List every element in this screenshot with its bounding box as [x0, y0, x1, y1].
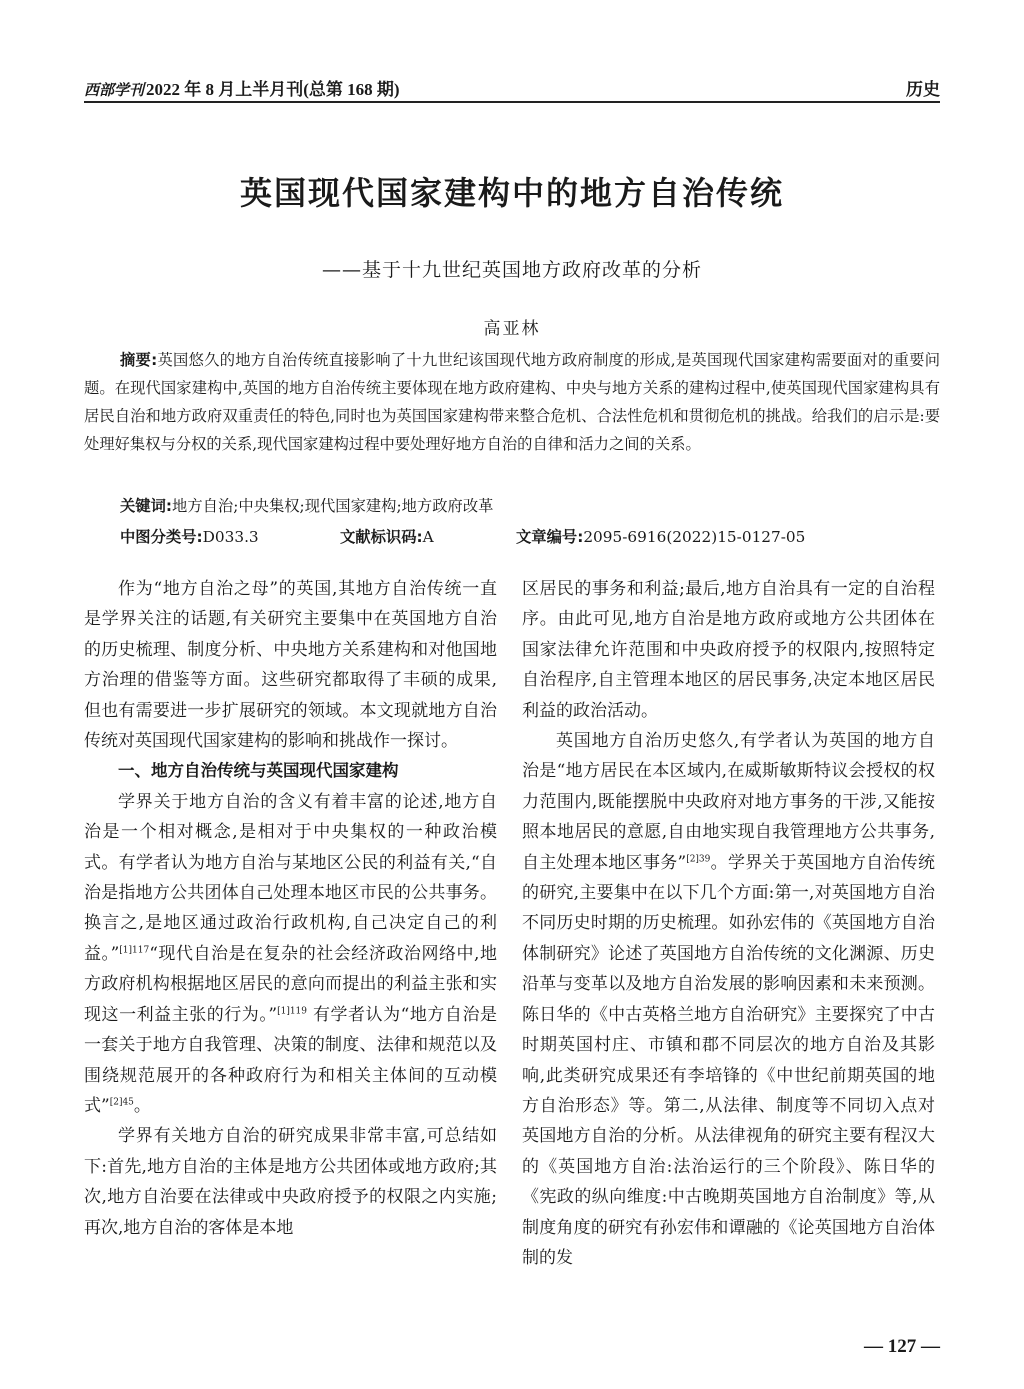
abstract [84, 346, 940, 458]
paragraph-text: 英国地方自治历史悠久,有学者认为英国的地方自治是“地方居民在本区域内,在威斯敏斯特议会授权的权力范围内,既能摆脱中央政府对地方事务的干涉,又能按照本地居民的意愿,自由地实现自我管理地方公共事务,自主处理本地区事务” [522, 731, 935, 873]
journal-logo: 西部学刊 [84, 81, 145, 99]
paragraph-text: 。 [133, 1095, 151, 1116]
abstract-label: 摘要: [120, 351, 158, 369]
header-rule [84, 101, 940, 103]
keywords-text: 地方自治;中央集权;现代国家建构;地方政府改革 [172, 497, 494, 515]
citation-ref: [2]39 [686, 854, 711, 864]
article-number-label: 文章编号: [516, 528, 584, 546]
header-journal-issue [84, 75, 400, 100]
paragraph-text: “现代自治是在复杂的社会经济政治网络中,地方政府机构根据地区居民的意向而提出的利益主张和实现这一利益主张的行为。” [84, 943, 497, 1025]
body-paragraph: 作为“地方自治之母”的英国,其地方自治传统一直是学界关注的话题,有关研究主要集中在英国地方自治的历史梳理、制度分析、中央地方关系建构和对他国地方治理的借鉴等方面。这些研究都取得了丰硕的成果,但也有需要进一步扩展研究的领域。本文现就地方自治传统对英国现代国家建构的影响和挑战作一探讨。 [84, 579, 497, 752]
running-header [84, 74, 940, 100]
page-number: — 127 — [864, 1336, 940, 1357]
classification-line [120, 523, 940, 551]
paragraph-text: 。学界关于英国地方自治传统的研究,主要集中在以下几个方面:第一,对英国地方自治不同历史时期的历史梳理。如孙宏伟的《英国地方自治体制研究》论述了英国地方自治传统的文化渊源、历史沿革与变革以及地方自治发展的影响因素和未来预测。陈日华的《中古英格兰地方自治研究》主要探究了中古时期英国村庄、市镇和郡不同层次的地方自治及其影响,此类研究成果还有李培锋的《中世纪前期英国的地方自治形态》等。第二,从法律、制度等不同切入点对英国地方自治的分析。从法律视角的研究主要有程汉大的《英国地方自治:法治运行的三个阶段》、陈日华的《宪政的纵向维度:中古晚期英国地方自治制度》等,从制度角度的研究有孙宏伟和谭融的《论英国地方自治体制的发 [522, 852, 935, 1268]
section-heading: 一、地方自治传统与英国现代国家建构 [118, 761, 399, 781]
body-column-right [522, 574, 935, 1273]
body-paragraph [522, 726, 935, 1273]
body-paragraph: 区居民的事务和利益;最后,地方自治具有一定的自治程序。由此可见,地方自治是地方政府或地方公共团体在国家法律允许范围和中央政府授予的权限内,按照特定自治程序,自主管理本地区的居民事务,决定本地区居民利益的政治活动。 [522, 579, 935, 721]
citation-ref: [1]119 [277, 1006, 308, 1017]
section-name: 历史 [906, 80, 940, 99]
citation-ref: [2]45 [109, 1097, 134, 1108]
issue-text: 2022 年 8 月上半月刊(总第 168 期) [146, 80, 400, 99]
clc-code [120, 523, 259, 551]
citation-ref: [1]117 [119, 945, 150, 956]
article-subtitle: ——基于十九世纪英国地方政府改革的分析 [321, 259, 702, 281]
keywords [120, 492, 940, 520]
article-title: 英国现代国家建构中的地方自治传统 [239, 174, 784, 212]
body-paragraph [84, 787, 497, 1121]
article-number-value: 2095-6916(2022)15-0127-05 [583, 528, 806, 546]
article-number [516, 523, 805, 551]
keywords-label: 关键词: [120, 497, 173, 515]
abstract-text: 英国悠久的地方自治传统直接影响了十九世纪该国现代地方政府制度的形成,是英国现代国家建构需要面对的重要问题。在现代国家建构中,英国的地方自治传统主要体现在地方政府建构、中央与地方关系的建构过程中,使英国现代国家建构具有居民自治和地方政府双重责任的特色,同时也为英国国家建构带来整合危机、合法性危机和贯彻危机的挑战。给我们的启示是:要处理好集权与分权的关系,现代国家建构过程中要处理好地方自治的自律和活力之间的关系。 [84, 351, 940, 453]
clc-label: 中图分类号: [120, 528, 203, 546]
paragraph-text: 学界关于地方自治的含义有着丰富的论述,地方自治是一个相对概念,是相对于中央集权的一种政治模式。有学者认为地方自治与某地区公民的利益有关,“自治是指地方公共团体自己处理本地区市民的公共事务。换言之,是地区通过政治行政机构,自己决定自己的利益。” [84, 791, 497, 964]
body-column-left [84, 574, 497, 1243]
doc-label: 文献标识码: [340, 528, 423, 546]
doc-code [340, 523, 434, 551]
doc-value: A [422, 528, 434, 546]
author-name: 高亚林 [483, 319, 541, 339]
clc-value: D033.3 [202, 528, 259, 546]
body-paragraph: 学界有关地方自治的研究成果非常丰富,可总结如下:首先,地方自治的主体是地方公共团体或地方政府;其次,地方自治要在法律或中央政府授予的权限之内实施;再次,地方自治的客体是本地 [84, 1126, 497, 1238]
paragraph-text: 有学者认为“地方自治是一套关于地方自我管理、决策的制度、法律和规范以及围绕规范展开的各种政府行为和相关主体间的互动模式” [84, 1004, 497, 1116]
